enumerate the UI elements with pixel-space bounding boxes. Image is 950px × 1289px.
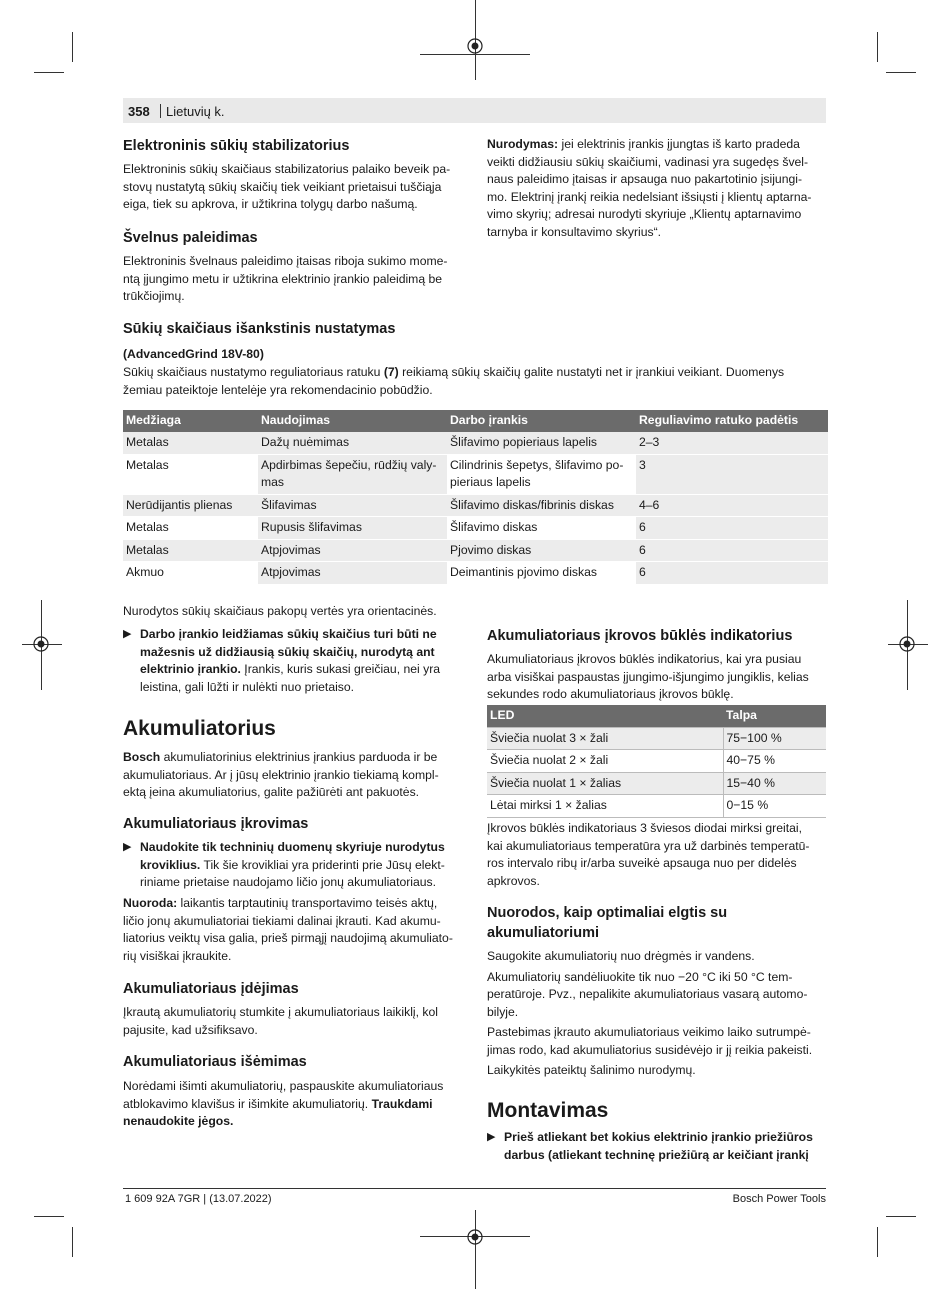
- table-cell: Šviečia nuolat 3 × žali: [487, 727, 723, 750]
- table-cell: Apdirbimas šepečiu, rūdžių valy- mas: [258, 454, 447, 494]
- table-cell: Atpjovimas: [258, 562, 447, 585]
- table-cell: Akmuo: [123, 562, 258, 585]
- table-cell: Šlifavimas: [258, 494, 447, 517]
- table-cell: Metalas: [123, 539, 258, 562]
- table-row: [123, 454, 828, 494]
- battery-text: Bosch akumuliatorinius elektrinius įrankius parduoda ir be akumuliatoriaus. Ar į jūsų elektrinio įrankio tiekiamą kompl- ektą įeina akumuliatorius, galite pažiūrėti ant pakuotės.: [123, 750, 439, 799]
- section-title-indicator: Akumuliatoriaus įkrovos būklės indikatorius: [487, 628, 793, 644]
- section-title-preset: Sūkių skaičiaus išankstinis nustatymas: [123, 321, 396, 337]
- section-title-charging: Akumuliatoriaus įkrovimas: [123, 816, 309, 832]
- crop-mark: [72, 32, 73, 62]
- tips-text: Saugokite akumuliatorių nuo drėgmės ir vandens. Akumuliatorių sandėliuokite tik nuo −20 °C iki 50 °C tem- peratūroje. Pvz., nepalikite akumuliatoriaus vasarą automo- bilyje. Pastebimas įkrauto akumuliatoriaus veikimo laiko sutrumpė- jimas rodo, kad akumuliatorius susidėvėjo ir jį reikia pakeisti. Laikykitės pateiktų šalinimo nurodymų.: [487, 949, 813, 1077]
- crop-mark: [877, 32, 878, 62]
- stabilizer-text: Elektroninis sūkių skaičiaus stabilizatorius palaiko beveik pa- stovų nustatytą sūkių skaičių tiek veikiant prietaisui tuščiąja eiga, tiek su apkrova, ir užtikrina tolygų darbo našumą.: [123, 162, 451, 211]
- table-cell: Deimantinis pjovimo diskas: [447, 562, 636, 585]
- table-header-row: [487, 705, 826, 727]
- charging-note: Nuoroda: laikantis tarptautinių transportavimo teisės aktų, ličio jonų akumuliatoriai tiekiami dalinai įkrauti. Kad akumu- liatorius veiktų visa galia, prieš pirmąjį naudojimą akumuliato- rių visiškai įkraukite.: [123, 896, 453, 963]
- table-cell: Dažų nuėmimas: [258, 432, 447, 454]
- section-title-tips: Nuorodos, kaip optimaliai elgtis su akumuliatoriumi: [487, 905, 728, 941]
- table-row: [487, 772, 826, 795]
- table-cell: 75−100 %: [723, 727, 826, 750]
- table-cell: Metalas: [123, 454, 258, 494]
- preset-subtitle: (AdvancedGrind 18V-80): [123, 347, 264, 361]
- orientation-note: Nurodytos sūkių skaičiaus pakopų vertės yra orientacinės.: [123, 604, 437, 618]
- crop-mark: [877, 1227, 878, 1257]
- table-header: Reguliavimo ratuko padėtis: [636, 410, 828, 432]
- bullet-arrow-icon: ▶: [123, 628, 132, 640]
- crop-mark: [72, 1227, 73, 1257]
- footer-rule: [123, 1188, 826, 1189]
- section-title-battery: Akumuliatorius: [123, 717, 276, 740]
- table-header-row: [123, 410, 828, 432]
- table-cell: 6: [636, 517, 828, 540]
- page-number: 358: [128, 104, 150, 119]
- table-cell: 6: [636, 539, 828, 562]
- page-header-bar: [123, 98, 826, 123]
- table-cell: Pjovimo diskas: [447, 539, 636, 562]
- table-header: Talpa: [723, 705, 826, 727]
- section-title-mounting: Montavimas: [487, 1099, 609, 1122]
- section-title-remove: Akumuliatoriaus išėmimas: [123, 1054, 307, 1070]
- table-row: [487, 795, 826, 818]
- table-cell: 4–6: [636, 494, 828, 517]
- table-cell: 6: [636, 562, 828, 585]
- table-cell: Šlifavimo popieriaus lapelis: [447, 432, 636, 454]
- crop-mark: [886, 1216, 916, 1217]
- table-row: [123, 494, 828, 517]
- section-title-insert: Akumuliatoriaus įdėjimas: [123, 981, 299, 997]
- table-cell: Šviečia nuolat 1 × žalias: [487, 772, 723, 795]
- table-header: LED: [487, 705, 723, 727]
- table-row: [123, 539, 828, 562]
- table-cell: 0−15 %: [723, 795, 826, 818]
- table-cell: Nerūdijantis plienas: [123, 494, 258, 517]
- page-language: Lietuvių k.: [166, 104, 225, 119]
- registration-mark-icon: [466, 1228, 484, 1246]
- table-cell: Rupusis šlifavimas: [258, 517, 447, 540]
- table-header: Darbo įrankis: [447, 410, 636, 432]
- soft-start-note: Nurodymas: jei elektrinis įrankis įjungtas iš karto pradeda veikti didžiausiu sūkių skaičiumi, vadinasi yra sugedęs švel- naus paleidimo įtaisas ir apsauga nuo pakartotinio įsijungi- mo. Elektrinį įrankį reikia nedelsiant išsiųsti į klientų aptarna- vimo skyrių; adresai nurodyti skyriuje „Klientų aptarnavimo tarnyba ir konsultavimo skyrius“.: [487, 137, 812, 239]
- table-cell: 40−75 %: [723, 750, 826, 773]
- table-cell: 15−40 %: [723, 772, 826, 795]
- table-header: Medžiaga: [123, 410, 258, 432]
- table-cell: Šlifavimo diskas/fibrinis diskas: [447, 494, 636, 517]
- table-cell: Cilindrinis šepetys, šlifavimo po- pieriaus lapelis: [447, 454, 636, 494]
- table-row: [123, 517, 828, 540]
- header-separator: [160, 104, 161, 118]
- preset-text: Sūkių skaičiaus nustatymo reguliatoriaus ratuku (7) reikiamą sūkių skaičių galite nustatyti net ir įrankiui veikiant. Duomenys žemiau pateiktoje lentelėje yra rekomendacinio pobūdžio.: [123, 365, 785, 397]
- section-title-soft-start: Švelnus paleidimas: [123, 230, 258, 246]
- registration-mark-icon: [32, 635, 50, 653]
- registration-mark-icon: [898, 635, 916, 653]
- table-header: Naudojimas: [258, 410, 447, 432]
- registration-mark-icon: [466, 37, 484, 55]
- footer-brand: Bosch Power Tools: [732, 1193, 826, 1205]
- footer-doc-id: 1 609 92A 7GR | (13.07.2022): [125, 1193, 272, 1205]
- soft-start-text: Elektroninis švelnaus paleidimo įtaisas riboja sukimo mome- ntą įjungimo metu ir užtikrina elektrinio įrankio paleidimą be trūkčiojimų.: [123, 254, 448, 303]
- indicator-text: Akumuliatoriaus įkrovos būklės indikatorius, kai yra pusiau arba visiškai paspaustas įjungimo-išjungimo jungiklis, kelias sekundes rodo akumuliatoriaus įkrovos būklę.: [487, 652, 809, 701]
- section-title-stabilizer: Elektroninis sūkių stabilizatorius: [123, 138, 350, 154]
- speed-preset-table: [123, 410, 828, 585]
- remove-text: Norėdami išimti akumuliatorių, paspauskite akumuliatoriaus atblokavimo klavišus ir išimkite akumuliatorių. Traukdami nenaudokite jėgos.: [123, 1079, 444, 1128]
- crop-mark: [475, 1210, 476, 1289]
- insert-text: Įkrautą akumuliatorių stumkite į akumuliatoriaus laikiklį, kol pajusite, kad užsifiksavo.: [123, 1005, 438, 1037]
- crop-mark: [34, 72, 64, 73]
- table-row: [123, 562, 828, 585]
- table-row: [487, 750, 826, 773]
- table-cell: Lėtai mirksi 1 × žalias: [487, 795, 723, 818]
- indicator-after-text: Įkrovos būklės indikatoriaus 3 šviesos diodai mirksi greitai, kai akumuliatoriaus temperatūra yra už darbinės temperatū- ros intervalo ribų ir/arba suveikė apsauga nuo per didelės apkrovos.: [487, 821, 810, 888]
- table-row: [123, 432, 828, 454]
- crop-mark: [34, 1216, 64, 1217]
- table-row: [487, 727, 826, 750]
- bullet-arrow-icon: ▶: [123, 841, 132, 853]
- table-cell: 3: [636, 454, 828, 494]
- table-cell: Šlifavimo diskas: [447, 517, 636, 540]
- table-cell: Atpjovimas: [258, 539, 447, 562]
- table-cell: 2–3: [636, 432, 828, 454]
- table-cell: Metalas: [123, 432, 258, 454]
- table-cell: Šviečia nuolat 2 × žali: [487, 750, 723, 773]
- bullet-arrow-icon: ▶: [487, 1131, 496, 1143]
- crop-mark: [886, 72, 916, 73]
- charge-indicator-table: [487, 705, 826, 818]
- table-cell: Metalas: [123, 517, 258, 540]
